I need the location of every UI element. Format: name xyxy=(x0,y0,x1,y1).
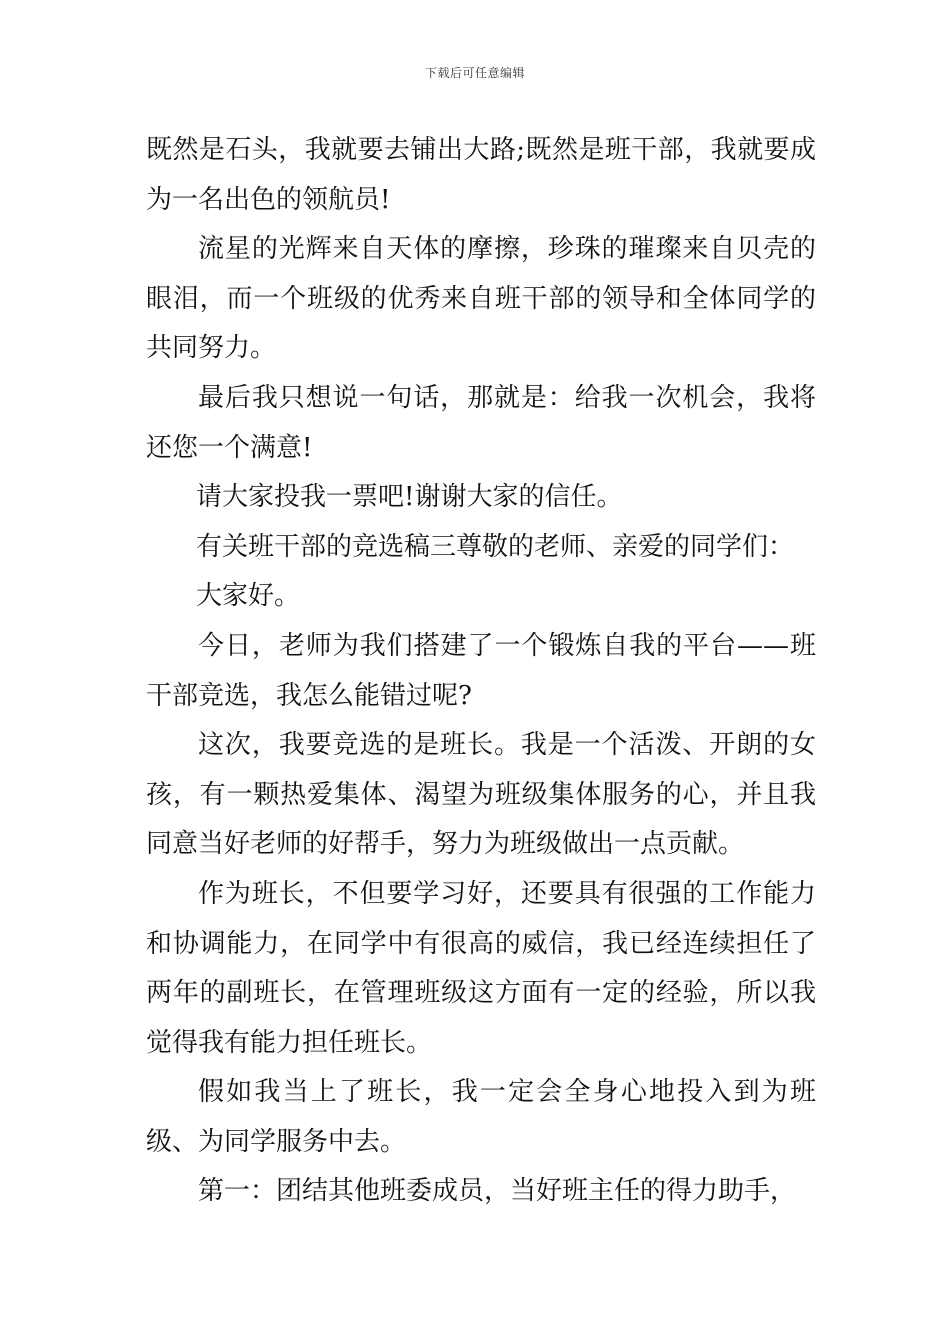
paragraph: 大家好。 xyxy=(196,581,301,612)
document-body xyxy=(146,126,816,1217)
paragraph: 作为班长，不但要学习好，还要具有很强的工作能力和协调能力，在同学中有很高的威信，我已经连续担任了两年的副班长，在管理班级这方面有一定的经验，所以我觉得我有能力担任班长。 xyxy=(146,878,816,1058)
paragraph: 今日，老师为我们搭建了一个锻炼自我的平台——班干部竞选，我怎么能错过呢? xyxy=(146,630,816,711)
paragraph: 流星的光辉来自天体的摩擦，珍珠的璀璨来自贝壳的眼泪，而一个班级的优秀来自班干部的领导和全体同学的共同努力。 xyxy=(146,234,816,364)
paragraph: 这次，我要竞选的是班长。我是一个活泼、开朗的女孩，有一颗热爱集体、渴望为班级集体服务的心，并且我同意当好老师的好帮手，努力为班级做出一点贡献。 xyxy=(146,730,816,860)
page-header: 下载后可任意编辑 xyxy=(424,66,525,80)
paragraph: 有关班干部的竞选稿三尊敬的老师、亲爱的同学们： xyxy=(196,531,795,562)
paragraph: 最后我只想说一句话，那就是：给我一次机会，我将还您一个满意! xyxy=(146,382,816,463)
paragraph: 既然是石头，我就要去铺出大路;既然是班干部，我就要成为一名出色的领航员! xyxy=(146,135,816,215)
paragraph: 第一：团结其他班委成员，当好班主任的得力助手， xyxy=(198,1176,797,1207)
paragraph: 假如我当上了班长，我一定会全身心地投入到为班级、为同学服务中去。 xyxy=(146,1077,816,1157)
paragraph: 请大家投我一票吧!谢谢大家的信任。 xyxy=(196,482,623,513)
